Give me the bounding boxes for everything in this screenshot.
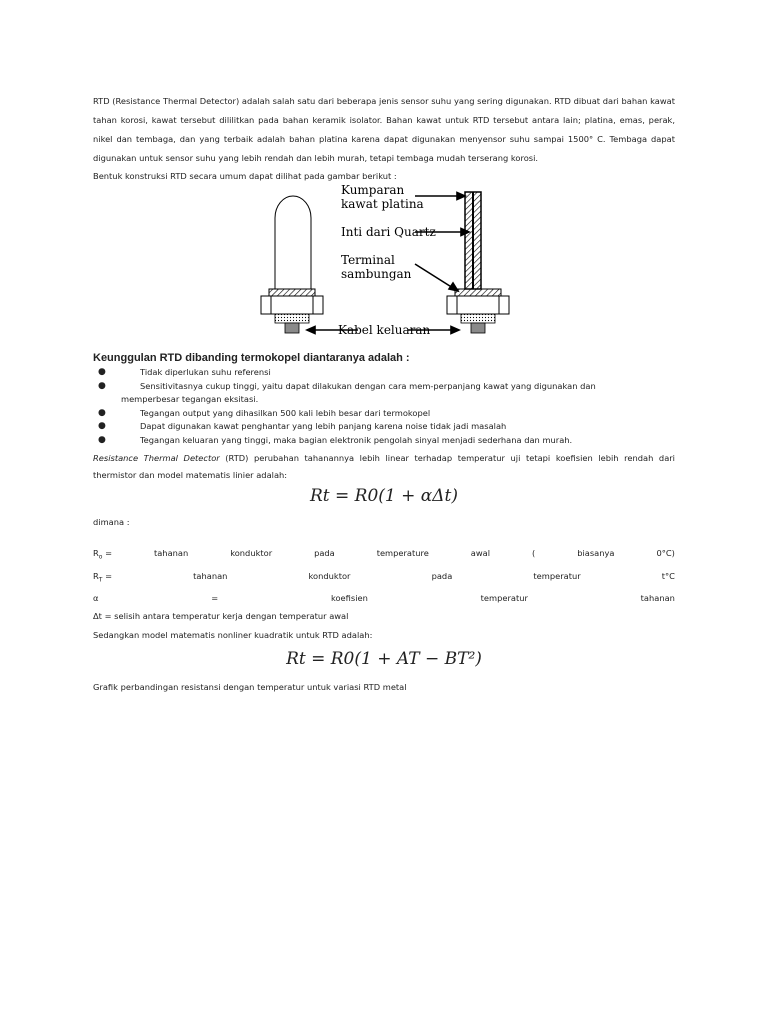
label-terminal-line1: Terminal	[341, 253, 395, 267]
formula-linear: Rt = R0(1 + αΔt)	[309, 486, 459, 506]
label-terminal-line2: sambungan	[341, 267, 412, 281]
dimana-label: dimana :	[93, 517, 130, 527]
bullet-icon: ●	[98, 367, 106, 377]
bullet-icon: ●	[98, 380, 106, 391]
label-inti-quartz: Inti dari Quartz	[341, 225, 436, 239]
var-dt-row: Δt = selisih antara temperatur kerja dengan temperatur awal	[93, 611, 349, 622]
rtd-diagram	[253, 184, 523, 344]
var-alpha-row: α = koefisien temperatur tahanan	[93, 593, 675, 604]
bullet-icon: ●	[98, 434, 106, 445]
var-rt-row: $R_T$ = tahanan konduktor pada temperatur t°C	[93, 570, 675, 584]
advantages-heading: Keunggulan RTD dibanding termokopel diantaranya adalah :	[93, 352, 410, 364]
label-kumparan-line2: kawat platina	[341, 197, 424, 211]
bullet-icon: ●	[98, 421, 106, 431]
figure-labels	[338, 184, 436, 337]
label-kabel-keluaran: Kabel keluaran	[338, 323, 431, 337]
label-kumparan-line1: Kumparan	[341, 184, 405, 197]
left-probe	[261, 196, 323, 333]
var-r0-row: $R_o$ = tahanan konduktor pada temperature awal ( biasanya 0°C)	[93, 548, 675, 561]
graph-caption: Grafik perbandingan resistansi dengan temperatur untuk variasi RTD metal	[93, 682, 407, 693]
list-item: ● Tegangan keluaran yang tinggi, maka bagian elektronik pengolah sinyal menjadi sederhana dan murah.	[93, 434, 675, 448]
linear-model-paragraph: Resistance Thermal Detector (RTD) perubahan tahanannya lebih linear terhadap temperatur uji tetapi koefisien lebih rendah dari thermistor dan model matematis linier adalah:	[93, 453, 675, 480]
right-probe	[447, 192, 509, 333]
advantages-list	[93, 366, 675, 447]
formula-quadratic: Rt = R0(1 + AT − BT²)	[286, 649, 482, 670]
list-item: ● Tidak diperlukan suhu referensi	[93, 366, 675, 380]
list-item: ● Sensitivitasnya cukup tinggi, yaitu dapat dilakukan dengan cara mem-perpanjang kawat yang digunakan dan memperbesar tegangan eksitasi.	[98, 380, 596, 404]
list-item: ● Dapat digunakan kawat penghantar yang lebih panjang karena noise tidak jadi masalah	[93, 420, 675, 434]
nonlinear-intro: Sedangkan model matematis nonliner kuadratik untuk RTD adalah:	[93, 630, 373, 641]
document-page	[93, 92, 675, 695]
list-item: ● Tegangan output yang dihasilkan 500 kali lebih besar dari termokopel	[93, 407, 675, 421]
figure-intro: Bentuk konstruksi RTD secara umum dapat dilihat pada gambar berikut :	[93, 171, 397, 181]
bullet-icon: ●	[98, 407, 106, 418]
variable-definitions	[93, 544, 675, 625]
rtd-construction-figure	[93, 184, 675, 344]
intro-paragraph: RTD (Resistance Thermal Detector) adalah salah satu dari beberapa jenis sensor suhu yang sering digunakan. RTD dibuat dari bahan kawat tahan korosi, kawat tersebut dililitkan pada bahan keramik isolator. Bahan kawat untuk RTD tersebut antara lain; platina, emas, perak, nikel dan tembaga, dan yang terbaik adalah bahan platina karena dapat digunakan menyensor suhu sampai 1500° C. Tembaga dapat digunakan untuk sensor suhu yang lebih rendah dan lebih murah, tetapi tembaga mudah terserang korosi.	[93, 96, 675, 163]
